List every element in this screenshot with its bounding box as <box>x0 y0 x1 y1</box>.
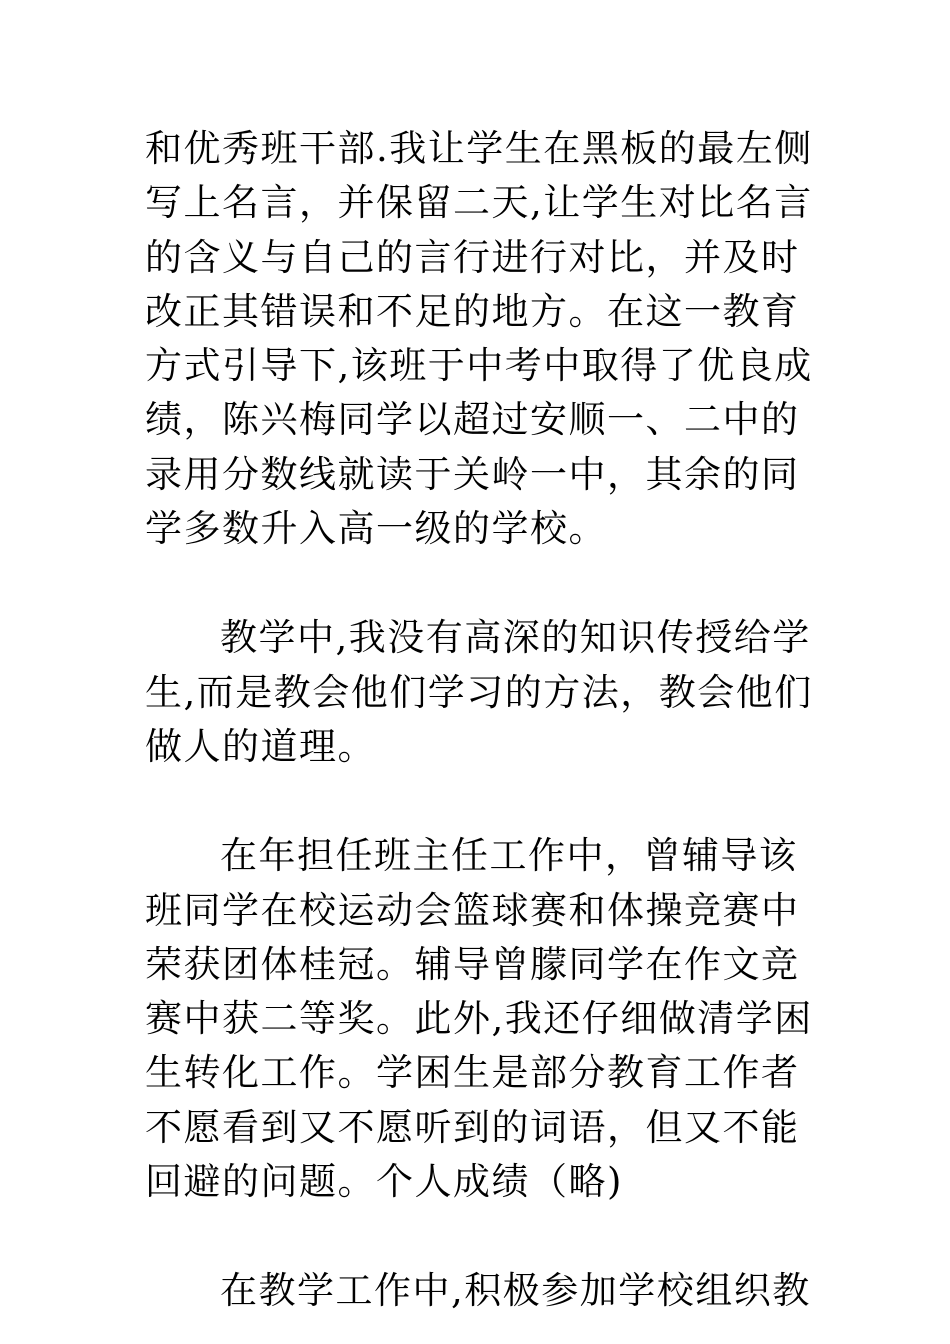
paragraph-spacer <box>145 1209 807 1264</box>
text-line: 生转化工作。学困生是部分教育工作者 <box>145 1051 800 1095</box>
text-line: 荣获团体桂冠。辅导曾朦同学在作文竞 <box>145 942 800 986</box>
text-line: 不愿看到又不愿听到的词语，但又不能 <box>145 1105 800 1149</box>
text-line: 改正其错误和不足的地方。在这一教育 <box>145 289 800 333</box>
text-line: 方式引导下,该班于中考中取得了优良成 <box>145 344 813 388</box>
text-line: 录用分数线就读于关岭一中，其余的同 <box>145 452 800 496</box>
paragraph-4 <box>145 1264 811 1318</box>
text-line: 写上名言，并保留二天,让学生对比名言 <box>145 181 813 225</box>
text-line: 的含义与自己的言行进行对比，并及时 <box>145 235 800 279</box>
paragraph-3 <box>145 829 813 1209</box>
text-line: 生,而是教会他们学习的方法，教会他们 <box>145 670 813 714</box>
document-body <box>145 122 813 1319</box>
text-line: 做人的道理。 <box>145 724 376 768</box>
text-line: 绩，陈兴梅同学以超过安顺一、二中的 <box>145 398 800 442</box>
text-line: 和优秀班干部.我让学生在黑板的最左侧 <box>145 127 813 170</box>
text-line: 在年担任班主任工作中，曾辅导该 <box>220 834 798 878</box>
text-line: 教学中,我没有高深的知识传授给学 <box>220 616 811 660</box>
paragraph-1 <box>145 122 813 556</box>
text-line: 赛中获二等奖。此外,我还仔细做清学困 <box>145 997 813 1041</box>
paragraph-spacer <box>145 774 807 829</box>
paragraph-2 <box>145 611 813 774</box>
text-line: 学多数升入高一级的学校。 <box>145 507 607 551</box>
text-line: 回避的问题。个人成绩（略) <box>145 1160 623 1204</box>
text-line: 班同学在校运动会篮球赛和体操竞赛中 <box>145 888 800 932</box>
text-line: 在教学工作中,积极参加学校组织教 <box>220 1269 811 1313</box>
paragraph-spacer <box>145 556 807 611</box>
